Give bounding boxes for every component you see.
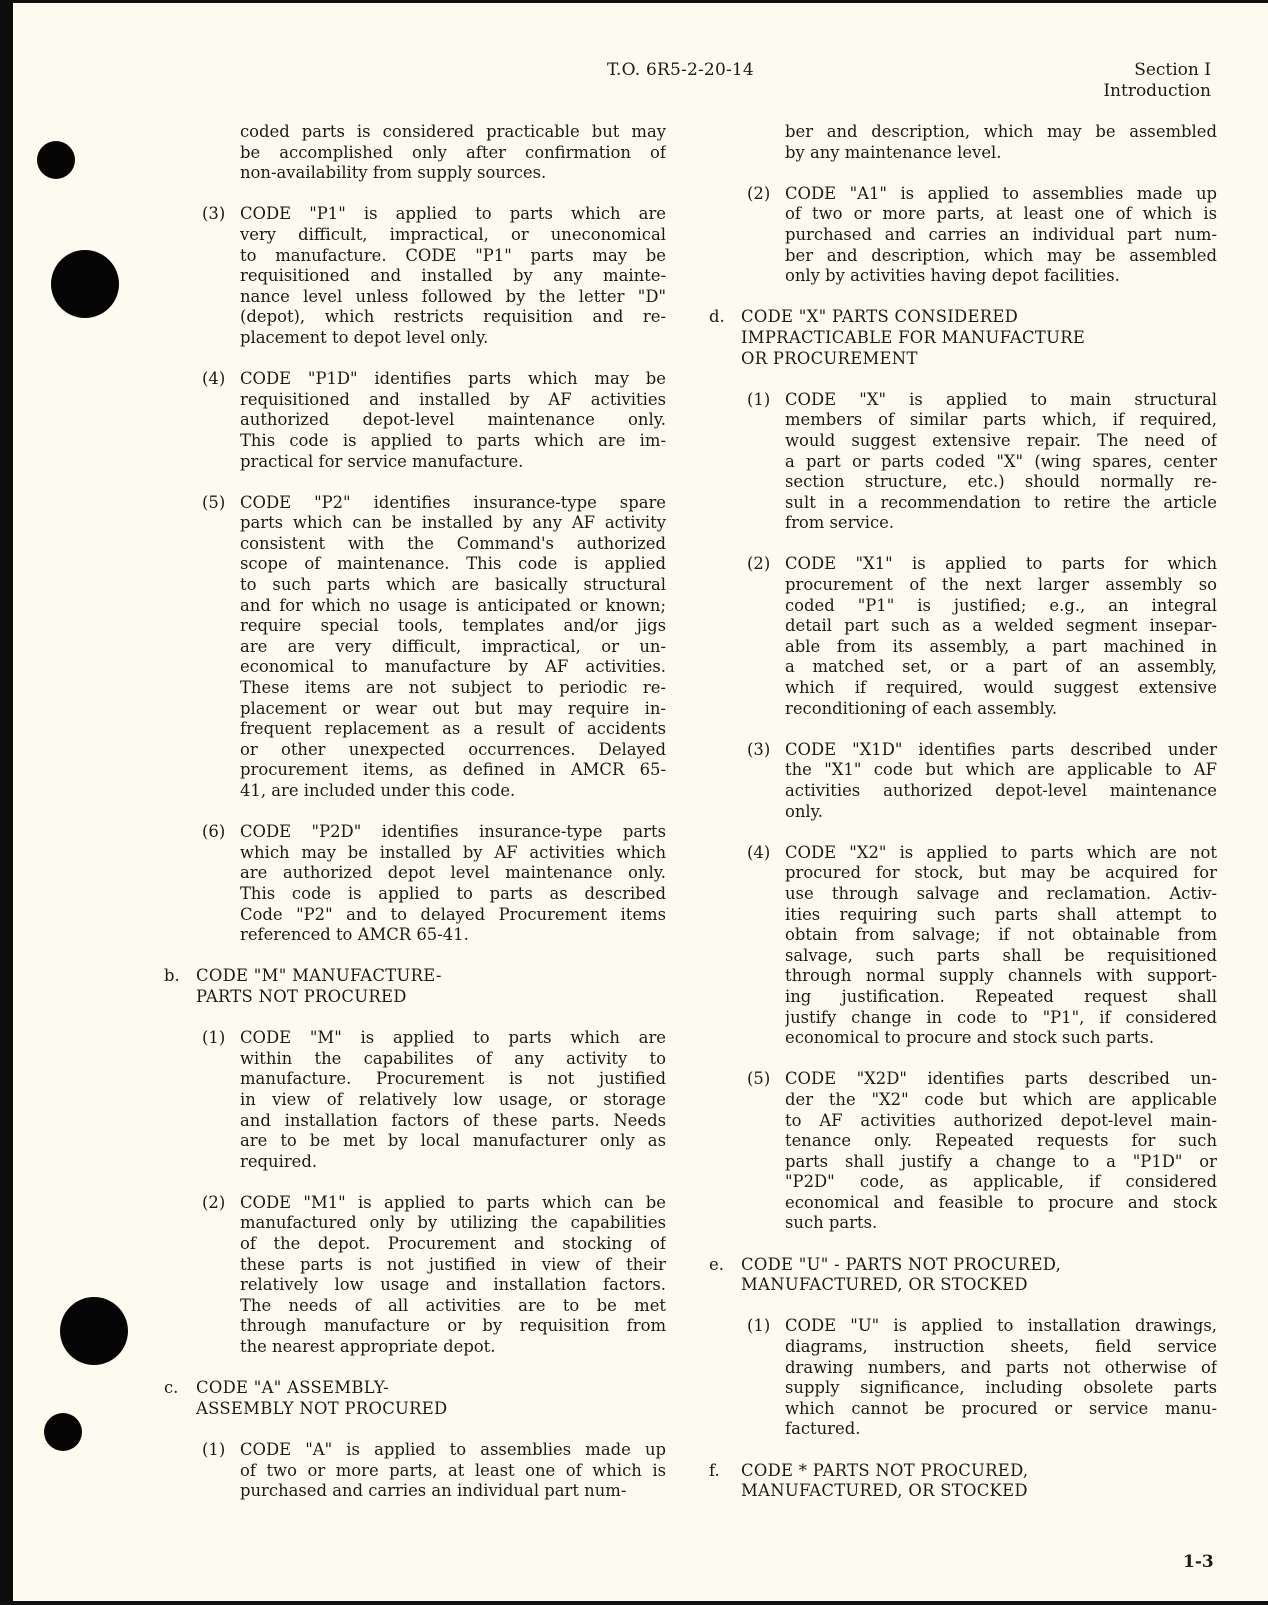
text-line: economical to procure and stock such parts.	[785, 1028, 1155, 1048]
text-line: "P2D" code, as applicable, if considered	[785, 1172, 1217, 1192]
text-line: OR PROCUREMENT	[741, 348, 918, 368]
text-line: ing justification. Repeated request shall	[785, 986, 1217, 1006]
text-line: require special tools, templates and/or jigs	[240, 616, 666, 636]
section-d-heading	[705, 307, 1217, 369]
text-line: manufactured only by utilizing the capabilities	[240, 1213, 666, 1233]
text-line: CODE "U" - PARTS NOT PROCURED,	[741, 1254, 1062, 1274]
item-number: (1)	[747, 389, 771, 409]
text-line: Code "P2" and to delayed Procurement items	[240, 904, 666, 924]
text-line: CODE "P1" is applied to parts which are	[240, 204, 666, 224]
item-number: (1)	[202, 1028, 226, 1048]
text-line: by any maintenance level.	[785, 142, 1002, 162]
text-line: CODE "P1D" identifies parts which may be	[240, 369, 666, 389]
text-line: requisitioned and installed by AF activities	[240, 389, 666, 409]
text-line: diagrams, instruction sheets, field service	[785, 1337, 1217, 1357]
text-line: This code is applied to parts as described	[240, 883, 666, 903]
text-line: of the depot. Procurement and stocking of	[240, 1234, 666, 1254]
text-line: ber and description, which may be assembled	[785, 245, 1217, 265]
text-line: parts which can be installed by any AF activity	[240, 513, 666, 533]
right-column	[705, 122, 1217, 1502]
text-line: CODE "M1" is applied to parts which can be	[240, 1192, 666, 1212]
text-line: coded "P1" is justified; e.g., an integral	[785, 595, 1217, 615]
text-line: ities requiring such parts shall attempt to	[785, 904, 1217, 924]
text-line: salvage, such parts shall be requisitioned	[785, 945, 1217, 965]
paragraph-continuation-right	[705, 122, 1217, 163]
item-x1	[705, 554, 1217, 719]
item-p2d	[160, 822, 666, 946]
item-number: c.	[164, 1378, 179, 1398]
text-line: non-availability from supply sources.	[240, 163, 547, 183]
text-line: manufacture. Procurement is not justified	[240, 1069, 666, 1089]
text-line: detail part such as a welded segment insepar-	[785, 616, 1217, 636]
text-line: der the "X2" code but which are applicable	[785, 1089, 1217, 1109]
text-line: nance level unless followed by the letter "D"	[240, 286, 666, 306]
item-p1	[160, 204, 666, 348]
item-number: (3)	[747, 739, 771, 759]
item-number: (4)	[202, 369, 226, 389]
item-p1d	[160, 369, 666, 472]
text-line: are authorized depot level maintenance only.	[240, 863, 666, 883]
item-number: (3)	[202, 204, 226, 224]
text-line: authorized depot-level maintenance only.	[240, 410, 666, 430]
text-line: procurement items, as defined in AMCR 65-	[240, 760, 666, 780]
text-line: These items are not subject to periodic re-	[240, 678, 666, 698]
text-line: reconditioning of each assembly.	[785, 698, 1058, 718]
section-e-heading	[705, 1255, 1217, 1296]
text-line: relatively low usage and installation factors.	[240, 1275, 666, 1295]
text-line: CODE "X" PARTS CONSIDERED	[741, 307, 1019, 327]
text-line: referenced to AMCR 65-41.	[240, 925, 469, 945]
text-line: CODE "X" is applied to main structural	[785, 389, 1217, 409]
text-line: able from its assembly, a part machined in	[785, 636, 1217, 656]
binder-hole-small-top	[37, 141, 75, 179]
text-line: CODE "M" is applied to parts which are	[240, 1028, 666, 1048]
text-line: supply significance, including obsolete parts	[785, 1378, 1217, 1398]
section-title: Introduction	[1103, 81, 1211, 101]
text-line: activities authorized depot-level maintenance	[785, 781, 1217, 800]
text-line: CODE "M" MANUFACTURE-	[196, 966, 442, 986]
item-x2	[705, 843, 1217, 1049]
text-line: CODE "X2" is applied to parts which are not	[785, 842, 1217, 862]
text-line: (depot), which restricts requisition and re-	[240, 307, 666, 327]
text-line: economical to manufacture by AF activities.	[240, 657, 666, 677]
item-number: (1)	[747, 1316, 771, 1336]
item-number: (5)	[747, 1069, 771, 1089]
text-line: frequent replacement as a result of accidents	[240, 719, 666, 739]
text-line: 41, are included under this code.	[240, 781, 516, 800]
text-line: placement or wear out but may require in-	[240, 698, 666, 718]
text-line: consistent with the Command's authorized	[240, 533, 666, 553]
item-x2d	[705, 1069, 1217, 1234]
item-x	[705, 390, 1217, 534]
text-line: only.	[785, 801, 823, 821]
text-line: drawing numbers, and parts not otherwise of	[785, 1357, 1217, 1377]
text-line: which if required, would suggest extensive	[785, 678, 1217, 698]
item-number: b.	[164, 966, 180, 986]
text-line: CODE "U" is applied to installation drawings,	[785, 1316, 1217, 1336]
page-left-edge	[0, 0, 13, 1605]
item-m	[160, 1028, 666, 1172]
item-u	[705, 1316, 1217, 1440]
text-line: MANUFACTURED, OR STOCKED	[741, 1481, 1028, 1501]
text-line: purchased and carries an individual part num-	[785, 224, 1217, 244]
text-line: through manufacture or by requisition from	[240, 1316, 666, 1336]
text-line: which may be installed by AF activities which	[240, 842, 666, 862]
item-x1d	[705, 740, 1217, 822]
text-line: CODE "X1" is applied to parts for which	[785, 554, 1217, 574]
page-top-edge	[0, 0, 1268, 3]
text-line: or other unexpected occurrences. Delayed	[240, 739, 666, 759]
text-line: which cannot be procured or service manu-	[785, 1398, 1217, 1418]
text-line: members of similar parts which, if required,	[785, 410, 1217, 430]
text-line: of two or more parts, at least one of which is	[785, 204, 1217, 224]
section-c-heading	[160, 1378, 666, 1419]
text-line: very difficult, impractical, or uneconomical	[240, 224, 666, 244]
binder-hole-large-bottom	[60, 1297, 128, 1365]
item-number: (5)	[202, 492, 226, 512]
section-header	[1103, 60, 1211, 102]
item-m1	[160, 1193, 666, 1358]
text-line: and installation factors of these parts. Needs	[240, 1110, 666, 1130]
text-line: the nearest appropriate depot.	[240, 1337, 496, 1357]
text-line: The needs of all activities are to be met	[240, 1295, 666, 1315]
text-line: such parts.	[785, 1213, 878, 1233]
text-line: tenance only. Repeated requests for such	[785, 1131, 1217, 1151]
item-number: (2)	[747, 554, 771, 574]
text-line: section structure, etc.) should normally re-	[785, 472, 1217, 492]
text-line: are to be met by local manufacturer only as	[240, 1131, 666, 1151]
binder-hole-large-top	[51, 250, 119, 318]
text-line: IMPRACTICABLE FOR MANUFACTURE	[741, 327, 1086, 347]
text-line: coded parts is considered practicable but may	[240, 122, 666, 141]
text-line: economical and feasible to procure and stock	[785, 1192, 1217, 1212]
text-line: obtain from salvage; if not obtainable from	[785, 925, 1217, 945]
text-line: scope of maintenance. This code is applied	[240, 554, 666, 574]
text-line: be accomplished only after confirmation of	[240, 142, 666, 162]
text-line: to manufacture. CODE "P1" parts may be	[240, 245, 666, 265]
text-line: practical for service manufacture.	[240, 451, 524, 471]
text-line: a part or parts coded "X" (wing spares, center	[785, 451, 1217, 471]
text-line: use through salvage and reclamation. Activ-	[785, 883, 1217, 903]
text-line: of two or more parts, at least one of which is	[240, 1460, 666, 1480]
item-number: (6)	[202, 822, 226, 842]
text-line: requisitioned and installed by any mainte-	[240, 266, 666, 286]
text-line: CODE "A1" is applied to assemblies made up	[785, 183, 1217, 203]
text-line: This code is applied to parts which are im-	[240, 430, 666, 450]
text-line: are are very difficult, impractical, or un-	[240, 636, 666, 656]
text-line: through normal supply channels with support-	[785, 966, 1217, 986]
text-line: purchased and carries an individual part num-	[240, 1481, 627, 1501]
text-line: the "X1" code but which are applicable to AF	[785, 760, 1217, 780]
text-line: CODE "X1D" identifies parts described under	[785, 739, 1217, 759]
text-line: CODE "A" ASSEMBLY-	[196, 1378, 390, 1398]
item-number: (2)	[202, 1192, 226, 1212]
text-line: a matched set, or a part of an assembly,	[785, 657, 1217, 677]
text-line: and for which no usage is anticipated or known;	[240, 595, 666, 615]
text-line: to such parts which are basically structural	[240, 575, 666, 595]
binder-hole-small-bottom	[44, 1413, 82, 1451]
text-line: ber and description, which may be assembled	[785, 122, 1217, 141]
text-line: in view of relatively low usage, or storage	[240, 1089, 666, 1109]
item-number: d.	[709, 307, 725, 327]
text-line: CODE "A" is applied to assemblies made up	[240, 1440, 666, 1459]
item-a	[160, 1440, 666, 1502]
text-line: within the capabilites of any activity to	[240, 1048, 666, 1068]
text-line: would suggest extensive repair. The need of	[785, 430, 1217, 450]
text-line: CODE "P2" identifies insurance-type spare	[240, 492, 666, 512]
item-a1	[705, 184, 1217, 287]
text-line: CODE * PARTS NOT PROCURED,	[741, 1460, 1029, 1480]
item-number: (1)	[202, 1440, 226, 1459]
text-line: parts shall justify a change to a "P1D" or	[785, 1151, 1217, 1171]
text-line: placement to depot level only.	[240, 327, 489, 347]
item-number: (2)	[747, 183, 771, 203]
paragraph-continuation	[160, 122, 666, 184]
text-line: justify change in code to "P1", if considered	[785, 1007, 1217, 1027]
text-line: sult in a recommendation to retire the article	[785, 492, 1217, 512]
text-line: required.	[240, 1151, 318, 1171]
item-number: f.	[709, 1460, 720, 1480]
text-line: to AF activities authorized depot-level main-	[785, 1110, 1217, 1130]
text-line: from service.	[785, 513, 895, 533]
text-line: ASSEMBLY NOT PROCURED	[196, 1398, 448, 1418]
text-line: CODE "X2D" identifies parts described un-	[785, 1069, 1217, 1089]
text-line: procurement of the next larger assembly so	[785, 575, 1217, 595]
section-f-heading	[705, 1461, 1217, 1502]
document-number: T.O. 6R5-2-20-14	[607, 60, 754, 80]
item-p2	[160, 493, 666, 802]
text-line: PARTS NOT PROCURED	[196, 986, 407, 1006]
text-line: factured.	[785, 1419, 861, 1439]
section-b-heading	[160, 966, 666, 1007]
page-number: 1-3	[1183, 1552, 1214, 1572]
item-number: (4)	[747, 842, 771, 862]
text-line: MANUFACTURED, OR STOCKED	[741, 1275, 1028, 1295]
text-line: these parts is not justified in view of their	[240, 1254, 666, 1274]
text-line: procured for stock, but may be acquired for	[785, 863, 1217, 883]
text-line: CODE "P2D" identifies insurance-type parts	[240, 822, 666, 842]
section-label: Section I	[1134, 60, 1211, 80]
item-number: e.	[709, 1254, 724, 1274]
text-line: only by activities having depot facilities.	[785, 266, 1120, 286]
left-column	[160, 122, 666, 1502]
page-bottom-edge	[0, 1601, 1268, 1605]
